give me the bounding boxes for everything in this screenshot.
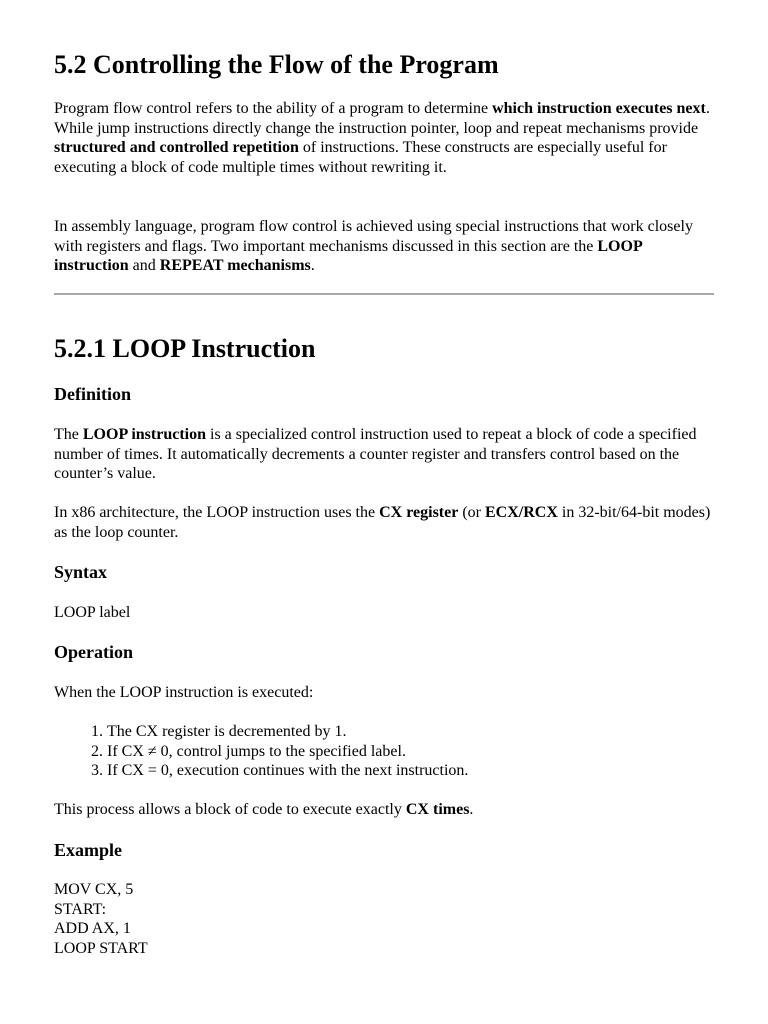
bold-run: structured and controlled repetition — [54, 139, 299, 156]
text-run: is a specialized control instruction used to repeat a block of code a specified number of times. It automatically decrements a counter register and transfers control based on the counter’s value. — [54, 426, 697, 482]
list-item: 1. The CX register is decremented by 1. — [107, 722, 768, 742]
bold-run: CX times — [405, 801, 470, 818]
bold-run: which instruction executes next — [492, 100, 706, 117]
text-run: Program flow control refers to the ability of a program to determine — [54, 100, 493, 117]
text-run: . — [469, 801, 474, 818]
bold-run: LOOP instruction — [54, 237, 642, 274]
text-run: In assembly language, program flow control is achieved using special instructions that work closely with registers and flags. Two important mechanisms discussed in this section are the — [54, 218, 693, 255]
text-run: . — [310, 257, 315, 274]
definition-heading: Definition — [54, 384, 132, 404]
register-paragraph — [54, 503, 716, 542]
example-code-block — [54, 880, 148, 958]
bold-run: LOOP instruction — [82, 426, 206, 443]
code-line: MOV CX, 5 — [54, 881, 134, 898]
operation-heading: Operation — [54, 642, 133, 662]
definition-paragraph — [54, 425, 716, 484]
text-run: of instructions. These constructs are especially useful for executing a block of code multiple times without rewriting it. — [54, 139, 667, 176]
text-run: . While jump instructions directly change the instruction pointer, loop and repeat mechanisms provide — [54, 100, 710, 137]
text-run: and — [128, 257, 160, 274]
operation-steps-list — [54, 722, 768, 781]
code-line: START: — [54, 900, 107, 918]
list-item: 2. If CX ≠ 0, control jumps to the specified label. — [107, 742, 768, 762]
bold-run: ECX/RCX — [485, 504, 558, 521]
bold-run: REPEAT mechanisms — [159, 257, 311, 274]
list-item: 3. If CX = 0, execution continues with the next instruction. — [107, 761, 768, 781]
text-run: In x86 architecture, the LOOP instruction uses the — [54, 504, 380, 521]
syntax-text: LOOP label — [54, 604, 131, 621]
example-heading: Example — [54, 840, 123, 860]
syntax-heading: Syntax — [54, 562, 108, 582]
horizontal-divider — [54, 293, 714, 295]
section-heading: 5.2 Controlling the Flow of the Program — [54, 50, 499, 79]
section-intro-paragraph — [54, 99, 716, 177]
section-mechanisms-paragraph — [54, 217, 716, 276]
text-run: This process allows a block of code to execute exactly — [54, 801, 406, 818]
operation-intro: When the LOOP instruction is executed: — [54, 684, 314, 701]
text-run: (or — [458, 504, 485, 521]
bold-run: CX register — [379, 504, 459, 521]
text-run: in 32-bit/64-bit modes) as the loop counter. — [54, 504, 711, 541]
operation-summary — [54, 800, 716, 820]
code-line: ADD AX, 1 — [54, 920, 131, 937]
subsection-heading: 5.2.1 LOOP Instruction — [54, 334, 316, 363]
text-run: The — [54, 426, 83, 443]
code-line: LOOP START — [54, 939, 148, 957]
